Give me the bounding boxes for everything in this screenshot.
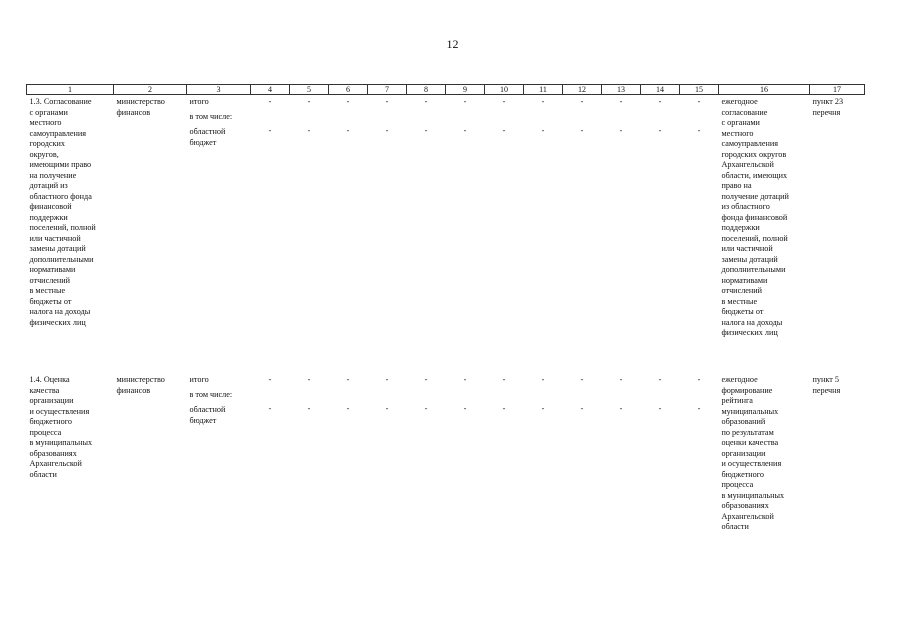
header-cell: 3 [187, 85, 251, 95]
header-cell: 4 [251, 85, 290, 95]
source-including: в том числе: [189, 112, 233, 121]
value-total: - [697, 375, 701, 384]
table-row [27, 373, 865, 547]
reference: пункт 23 перечня [812, 97, 844, 117]
value-total: - [541, 97, 545, 106]
value-total: - [463, 97, 467, 106]
header-cell: 16 [719, 85, 810, 95]
header-cell: 6 [329, 85, 368, 95]
value-total: - [541, 375, 545, 384]
header-cell: 10 [485, 85, 524, 95]
value-budget: - [307, 404, 311, 413]
value-budget: - [502, 404, 506, 413]
value-budget: - [424, 404, 428, 413]
value-cell [680, 95, 719, 374]
value-total: - [307, 375, 311, 384]
value-total: - [580, 375, 584, 384]
value-cell [563, 373, 602, 547]
header-cell: 9 [446, 85, 485, 95]
value-budget: - [697, 126, 701, 135]
value-cell [251, 95, 290, 374]
value-total: - [268, 97, 272, 106]
reference: пункт 5 перечня [812, 375, 841, 395]
value-cell [329, 373, 368, 547]
value-budget: - [307, 126, 311, 135]
value-cell [368, 95, 407, 374]
value-total: - [619, 97, 623, 106]
value-cell [290, 95, 329, 374]
value-cell [524, 373, 563, 547]
value-total: - [268, 375, 272, 384]
measures-table [26, 84, 865, 547]
value-total: - [502, 375, 506, 384]
source-total: итого [189, 97, 209, 106]
source-regional-budget: областной бюджет [189, 405, 226, 425]
executor: министерство финансов [116, 375, 165, 395]
source-total: итого [189, 375, 209, 384]
measure-name: 1.3. Согласование с органами местного самоуправления городских округов, имеющими право на получение дотаций из областного фонда финансовой поддержки поселений, полной или частичной замены дотаций дополнительными нормативами отчислений в местные бюджеты от налога на доходы физических лиц [29, 97, 96, 327]
value-budget: - [697, 404, 701, 413]
value-total: - [424, 97, 428, 106]
value-budget: - [346, 404, 350, 413]
expected-result: ежегодное согласование с органами местного самоуправления городских округов Архангельской области, имеющих право на получение дотаций из областного фонда финансовой поддержки поселений, полной или частичной замены дотаций дополнительными нормативами отчислений в местные бюджеты от налога на доходы физических лиц [721, 97, 789, 337]
value-total: - [697, 97, 701, 106]
value-budget: - [385, 404, 389, 413]
header-cell: 1 [27, 85, 114, 95]
value-cell [641, 373, 680, 547]
value-budget: - [580, 404, 584, 413]
value-budget: - [658, 126, 662, 135]
value-budget: - [385, 126, 389, 135]
header-cell: 12 [563, 85, 602, 95]
value-cell [329, 95, 368, 374]
header-cell: 14 [641, 85, 680, 95]
value-budget: - [268, 404, 272, 413]
value-total: - [385, 97, 389, 106]
value-total: - [502, 97, 506, 106]
value-budget: - [268, 126, 272, 135]
value-cell [680, 373, 719, 547]
value-budget: - [424, 126, 428, 135]
source-regional-budget: областной бюджет [189, 127, 226, 147]
value-total: - [346, 375, 350, 384]
value-cell [602, 373, 641, 547]
header-cell: 7 [368, 85, 407, 95]
value-cell [485, 95, 524, 374]
header-cell: 13 [602, 85, 641, 95]
value-budget: - [463, 126, 467, 135]
header-cell: 11 [524, 85, 563, 95]
value-cell [641, 95, 680, 374]
value-budget: - [346, 126, 350, 135]
value-cell [602, 95, 641, 374]
value-cell [485, 373, 524, 547]
header-cell: 8 [407, 85, 446, 95]
value-total: - [424, 375, 428, 384]
value-budget: - [619, 404, 623, 413]
value-budget: - [502, 126, 506, 135]
value-total: - [385, 375, 389, 384]
value-total: - [658, 97, 662, 106]
header-cell: 17 [810, 85, 865, 95]
source-including: в том числе: [189, 390, 233, 399]
value-cell [368, 373, 407, 547]
value-budget: - [541, 126, 545, 135]
value-budget: - [541, 404, 545, 413]
value-cell [563, 95, 602, 374]
funding-source [187, 373, 251, 547]
value-cell [524, 95, 563, 374]
header-row [27, 85, 865, 95]
value-cell [251, 373, 290, 547]
expected-result: ежегодное формирование рейтинга муниципальных образований по результатам оценки качества организации и осуществления бюджетного процесса в муниципальных образованиях Архангельской области [721, 375, 785, 531]
value-total: - [307, 97, 311, 106]
executor: министерство финансов [116, 97, 165, 117]
value-cell [407, 373, 446, 547]
value-total: - [580, 97, 584, 106]
value-budget: - [658, 404, 662, 413]
value-cell [407, 95, 446, 374]
header-cell: 5 [290, 85, 329, 95]
value-budget: - [580, 126, 584, 135]
value-cell [446, 373, 485, 547]
value-budget: - [619, 126, 623, 135]
page-number: 12 [446, 37, 459, 51]
value-budget: - [463, 404, 467, 413]
value-cell [290, 373, 329, 547]
header-cell: 15 [680, 85, 719, 95]
funding-source [187, 95, 251, 374]
table-row [27, 95, 865, 374]
value-total: - [463, 375, 467, 384]
header-cell: 2 [114, 85, 187, 95]
measure-name: 1.4. Оценка качества организации и осуществления бюджетного процесса в муниципальных образованиях Архангельской области [29, 375, 93, 479]
value-total: - [658, 375, 662, 384]
value-cell [446, 95, 485, 374]
value-total: - [346, 97, 350, 106]
value-total: - [619, 375, 623, 384]
